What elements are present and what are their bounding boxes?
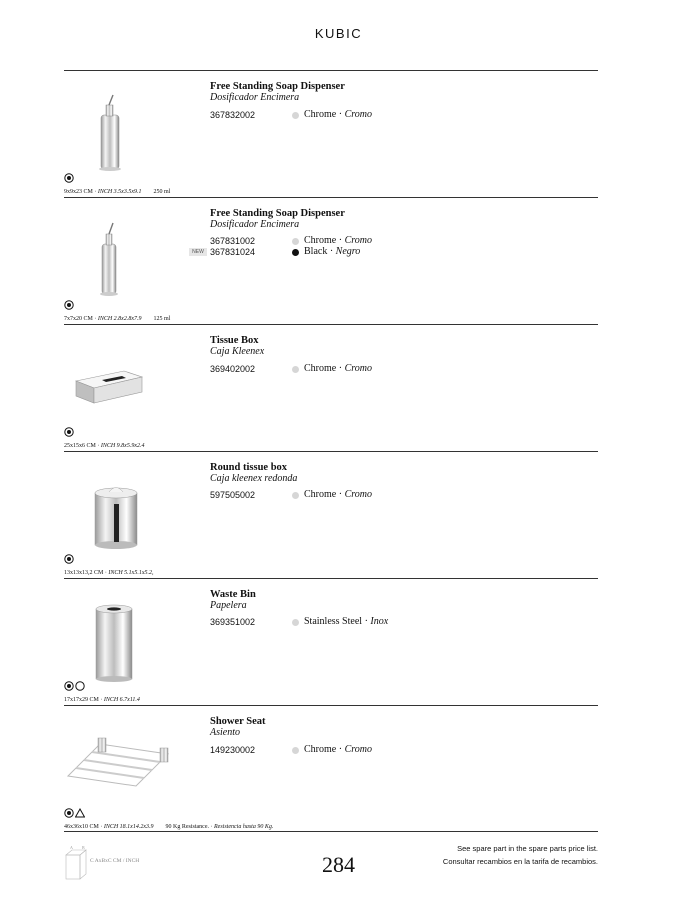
product-title: Round tissue box: [210, 462, 288, 473]
product-code: 369351002: [210, 617, 256, 627]
product-subtitle: Asiento: [210, 727, 240, 738]
screw-fixing-icon: [64, 300, 74, 310]
color-swatch: [292, 112, 299, 119]
color-name: Chrome · Cromo: [304, 109, 372, 120]
product-row: [64, 706, 598, 833]
product-title: Shower Seat: [210, 716, 266, 727]
product-subtitle: Papelera: [210, 600, 247, 611]
color-name: Black · Negro: [304, 246, 361, 257]
soap-dispenser-image: [64, 206, 204, 301]
variant-row: [192, 246, 510, 259]
color-name: Chrome · Cromo: [304, 363, 372, 374]
product-code: 597505002: [210, 490, 256, 500]
product-title: Free Standing Soap Dispenser: [210, 81, 345, 92]
soap-dispenser-image: [64, 79, 204, 174]
color-swatch: [292, 619, 299, 626]
color-swatch: [292, 238, 299, 245]
shower-seat-image: [64, 714, 204, 809]
product-subtitle: Caja Kleenex: [210, 346, 265, 357]
brand-title: KUBIC: [314, 26, 363, 41]
product-code: 367831002: [210, 236, 256, 246]
product-title: Waste Bin: [210, 589, 256, 600]
new-badge: NEW: [189, 248, 207, 256]
product-code: 367832002: [210, 110, 256, 120]
color-swatch: [292, 747, 299, 754]
color-name: Chrome · Cromo: [304, 744, 372, 755]
dimensions: 7x7x20 CM · INCH 2.8x2.8x7.9 125 ml: [64, 316, 171, 322]
color-swatch: [292, 249, 299, 256]
adhesive-fixing-icon: [75, 681, 85, 691]
divider: [64, 831, 598, 832]
screw-fixing-icon: [64, 554, 74, 564]
product-code: 367831024: [210, 247, 256, 257]
dimensions: 9x9x23 CM · INCH 3.5x3.5x9.1 250 ml: [64, 189, 171, 195]
variant-row: [210, 745, 510, 757]
product-title: Free Standing Soap Dispenser: [210, 208, 345, 219]
product-row: [64, 452, 598, 579]
product-subtitle: Dosificador Encimera: [210, 219, 300, 230]
variant-row: [210, 110, 510, 122]
color-swatch: [292, 366, 299, 373]
legend-label: C AxBxC CM / INCH: [90, 858, 140, 864]
color-name: Stainless Steel · Inox: [304, 616, 389, 627]
color-name: Chrome · Cromo: [304, 489, 372, 500]
tissue-box-image: [64, 333, 204, 428]
screw-fixing-icon: [64, 173, 74, 183]
variant-row: [210, 617, 510, 629]
page-number: 284: [322, 852, 355, 877]
color-swatch: [292, 492, 299, 499]
product-code: 369402002: [210, 364, 256, 374]
color-name: Chrome · Cromo: [304, 235, 372, 246]
product-row: [64, 198, 598, 325]
spare-part-note-en: See spare part in the spare parts price list.: [457, 844, 598, 853]
product-row: [64, 579, 598, 706]
screw-fixing-icon: [64, 681, 74, 691]
legend-a: A: [70, 845, 73, 850]
warning-triangle-icon: [75, 808, 85, 818]
product-subtitle: Dosificador Encimera: [210, 92, 300, 103]
dimensions: 13x13x13,2 CM · INCH 5.1x5.1x5.2,: [64, 570, 154, 576]
product-row: [64, 71, 598, 198]
variant-row: [210, 490, 510, 502]
round-tissue-box-image: [64, 460, 204, 555]
dimensions: 46x36x10 CM · INCH 18.1x14.2x3.9 90 Kg Resistance. · Resistencia hasta 90 Kg.: [64, 824, 274, 830]
dimensions: 25x15x6 CM · INCH 9.8x5.9x2.4: [64, 443, 145, 449]
waste-bin-image: [64, 587, 204, 682]
product-title: Tissue Box: [210, 335, 259, 346]
screw-fixing-icon: [64, 427, 74, 437]
screw-fixing-icon: [64, 808, 74, 818]
variant-row: [210, 364, 510, 376]
product-subtitle: Caja kleenex redonda: [210, 473, 298, 484]
product-code: 149230002: [210, 745, 256, 755]
spare-part-note-es: Consultar recambios en la tarifa de recambios.: [442, 857, 598, 866]
dimensions: 17x17x29 CM · INCH 6.7x11.4: [64, 697, 140, 703]
product-row: [64, 325, 598, 452]
legend-b: B: [82, 845, 85, 850]
